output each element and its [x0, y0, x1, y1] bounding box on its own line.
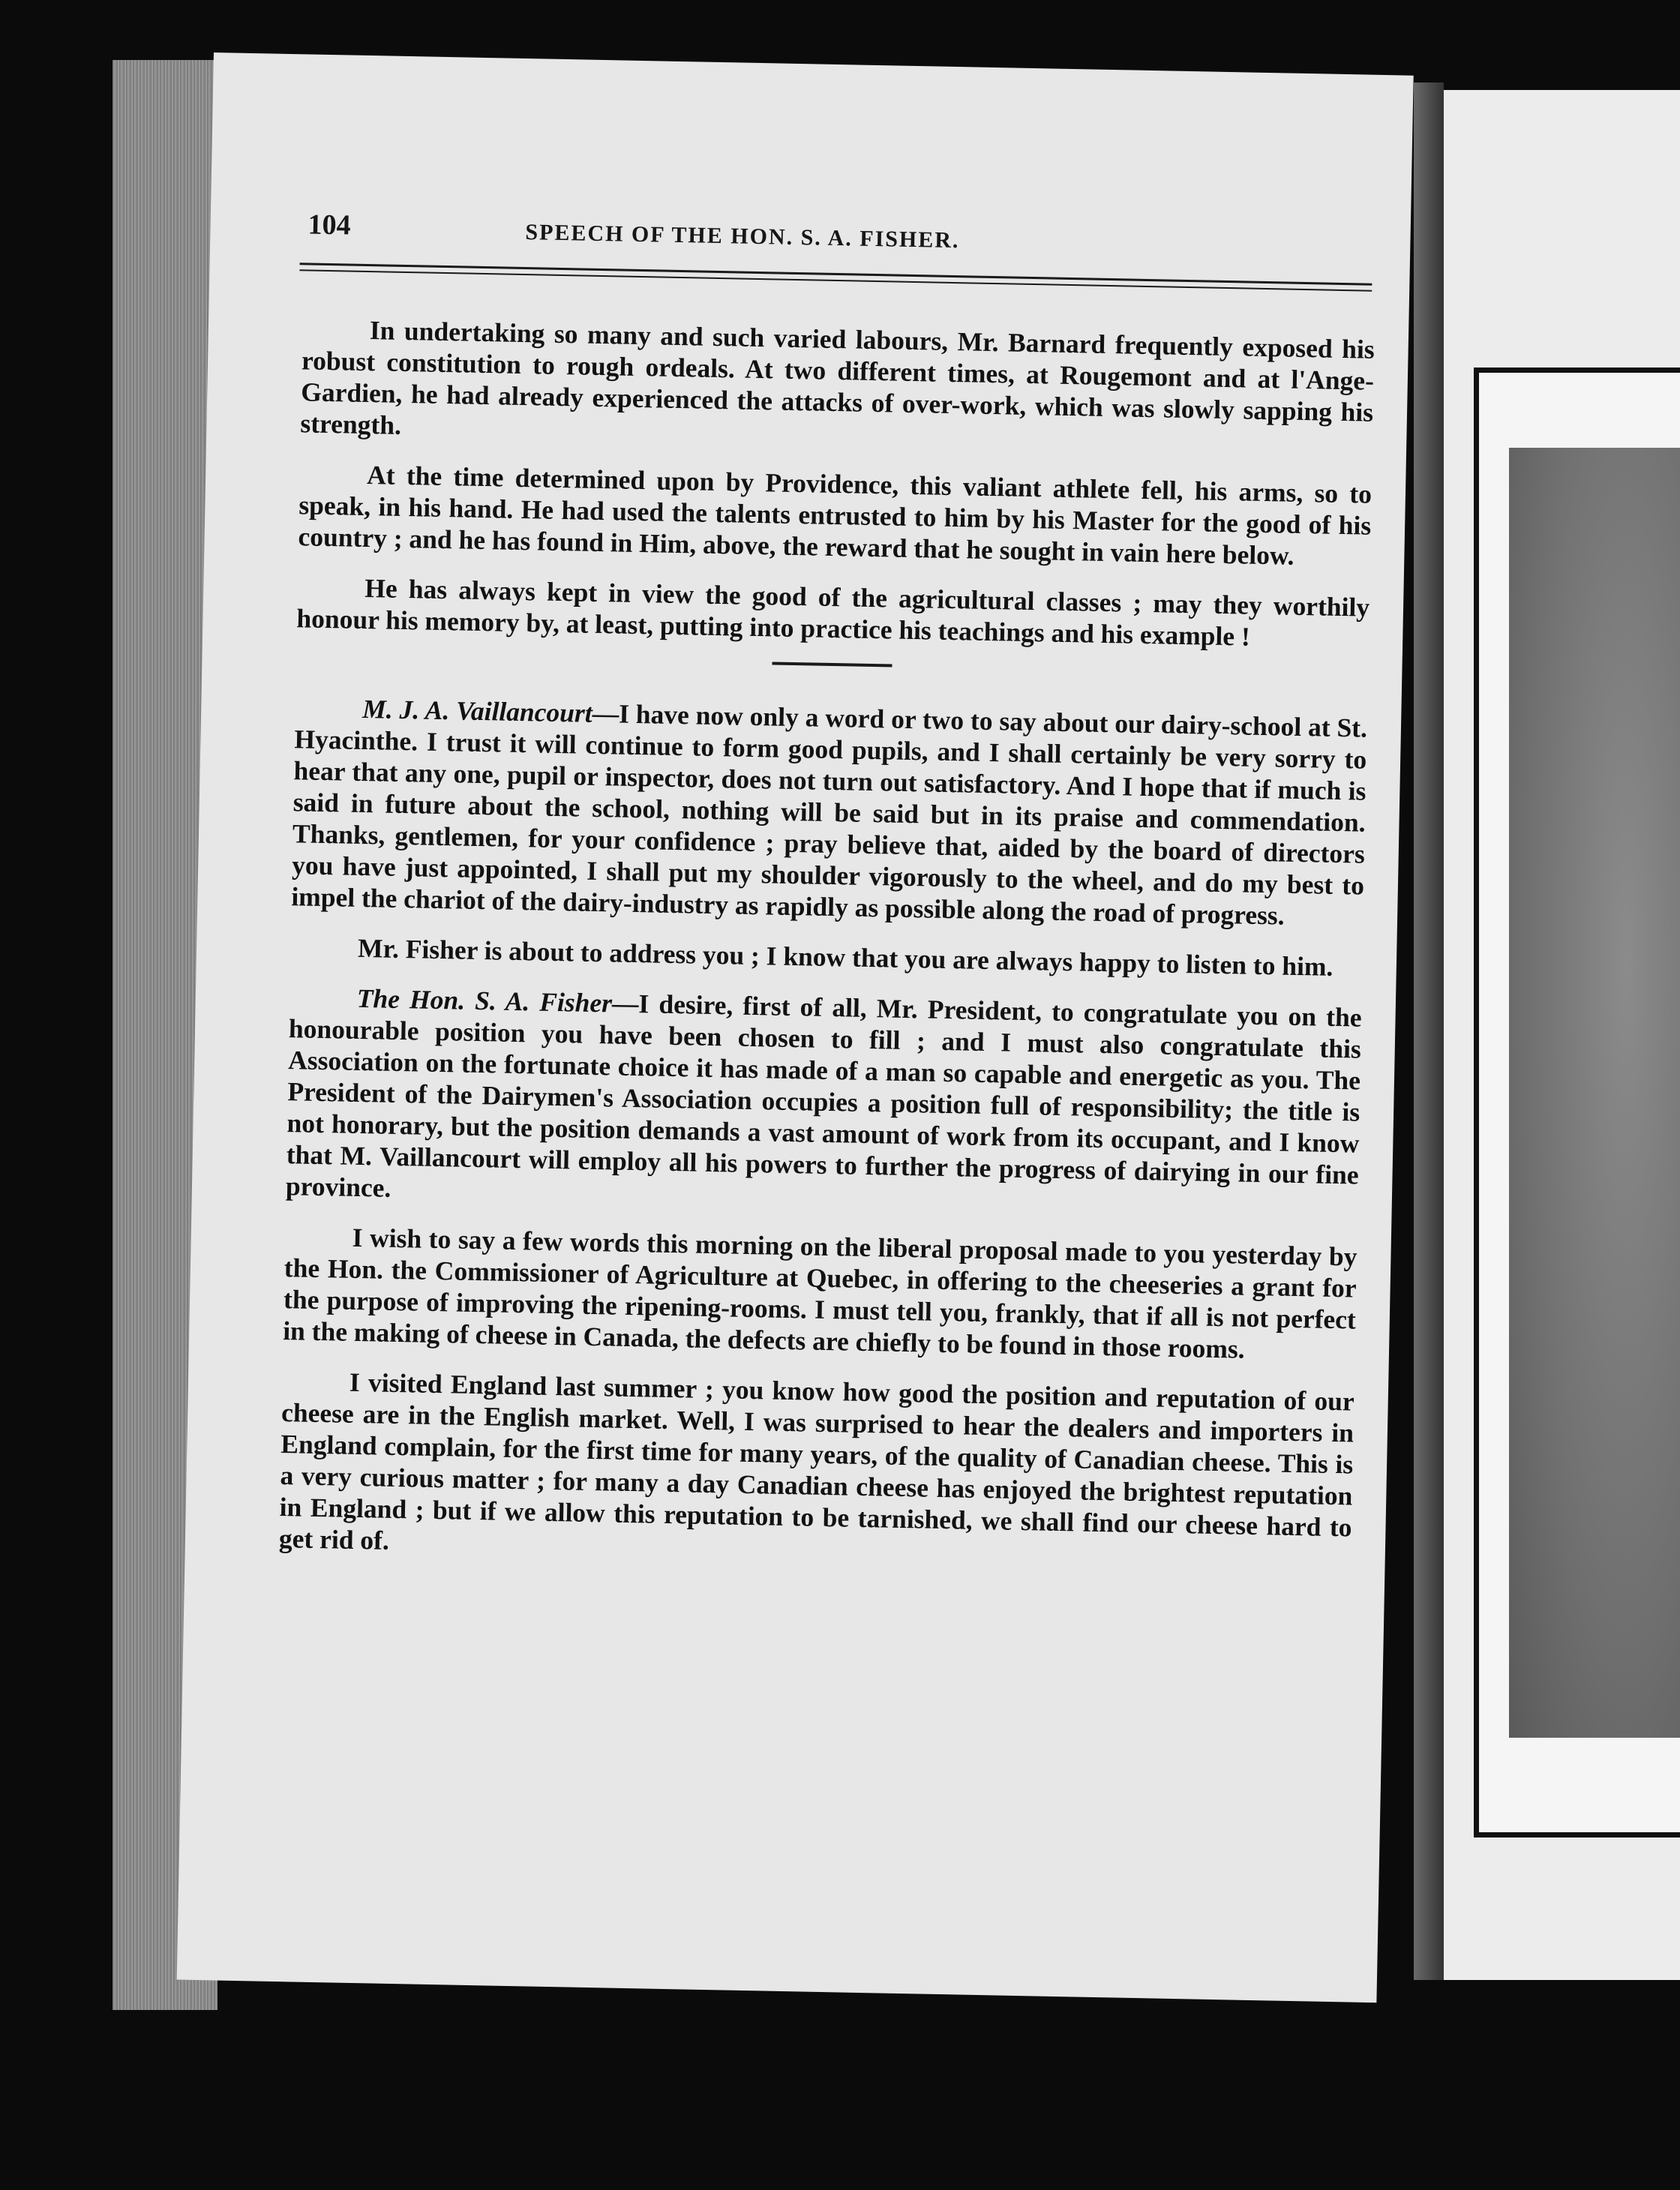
- running-head: SPEECH OF THE HON. S. A. FISHER.: [525, 220, 960, 254]
- book-spine-shadow: [1414, 82, 1444, 1980]
- paragraph-8: I visited England last summer ; you know how good the position and reputation of our cheese are in the English market. Well, I was surprised to hear the dealers and importers in England complain, for the first time for many years, of the quality of Canadian cheese. This is a very curious matter ; for many a day Canadian cheese has enjoyed the brightest reputation in England ; but if we allow this reputation to be tarnished, we shall find our cheese hard to get rid of.: [278, 1366, 1355, 1556]
- facing-page: [1444, 90, 1680, 1980]
- paragraph-5: Mr. Fisher is about to address you ; I know that you are always happy to listen to him.: [357, 932, 1334, 982]
- page-header: [308, 208, 1373, 273]
- paragraph-fisher: [286, 981, 1362, 1222]
- speech-text: —I desire, first of all, Mr. President, to congratulate you on the honourable position you have been chosen to fill ; and I must also congratulate this Association on the fortunate choice it has made of a man so capable and energetic as you. The President of the Dairymen's Association occupies a position full of responsibility; the title is not honorary, but the position demands a vast amount of work from its occupant, and I know that M. Vaillancourt will employ all his powers to further the progress of dairying in our fine province.: [285, 988, 1362, 1203]
- speaker-name: The Hon. S. A. Fisher: [356, 982, 613, 1018]
- plate-frame: [1474, 368, 1680, 1838]
- section-separator: [772, 662, 892, 667]
- book-page: [177, 52, 1414, 2002]
- speech-text: —I have now only a word or two to say about our dairy-school at St. Hyacinthe. I trust it will continue to form good pupils, and I shall certainly be very sorry to hear that any one, pupil or inspector, does not turn out satisfactory. And I hope that if much is said in future about the school, nothing will be said but in its praise and commendation. Thanks, gentlemen, for your confidence ; pray believe that, aided by the board of directors you have just appointed, I shall put my shoulder vigorously to the wheel, and do my best to impel the chariot of the dairy-industry as rapidly as possible along the road of progress.: [291, 698, 1368, 931]
- page-number: 104: [308, 208, 352, 242]
- paragraph-vaillancourt: [291, 692, 1367, 932]
- speaker-name: M. J. A. Vaillancourt: [362, 693, 593, 728]
- paragraph-1: In undertaking so many and such varied labours, Mr. Barnard frequently exposed his robust constitution to rough ordeals. At two different times, at Rougemont and at l'Ange-Gardien, he had already experienced the attacks of over-work, which was slowly sapping his strength.: [300, 315, 1376, 440]
- paragraph-2: At the time determined upon by Providence, this valiant athlete fell, his arms, so to speak, in his hand. He had used the talents entrusted to him by his Master for the good of his country ; and he has found in Him, above, the reward that he sought in vain here below.: [298, 460, 1372, 571]
- paragraph-7: I wish to say a few words this morning on the liberal proposal made to you yesterday by the Hon. the Commissioner of Agriculture at Quebec, in offering to the cheeseries a grant for the purpose of improving the ripening-rooms. I must tell you, frankly, that if all is not perfect in the making of cheese in Canada, the defects are chiefly to be found in those rooms.: [282, 1222, 1358, 1364]
- page-body: [278, 313, 1375, 1593]
- paragraph-3: He has always kept in view the good of the agricultural classes ; may they worthily honour his memory by, at least, putting into practice his teachings and his example !: [296, 573, 1370, 652]
- plate-photograph: [1509, 448, 1680, 1738]
